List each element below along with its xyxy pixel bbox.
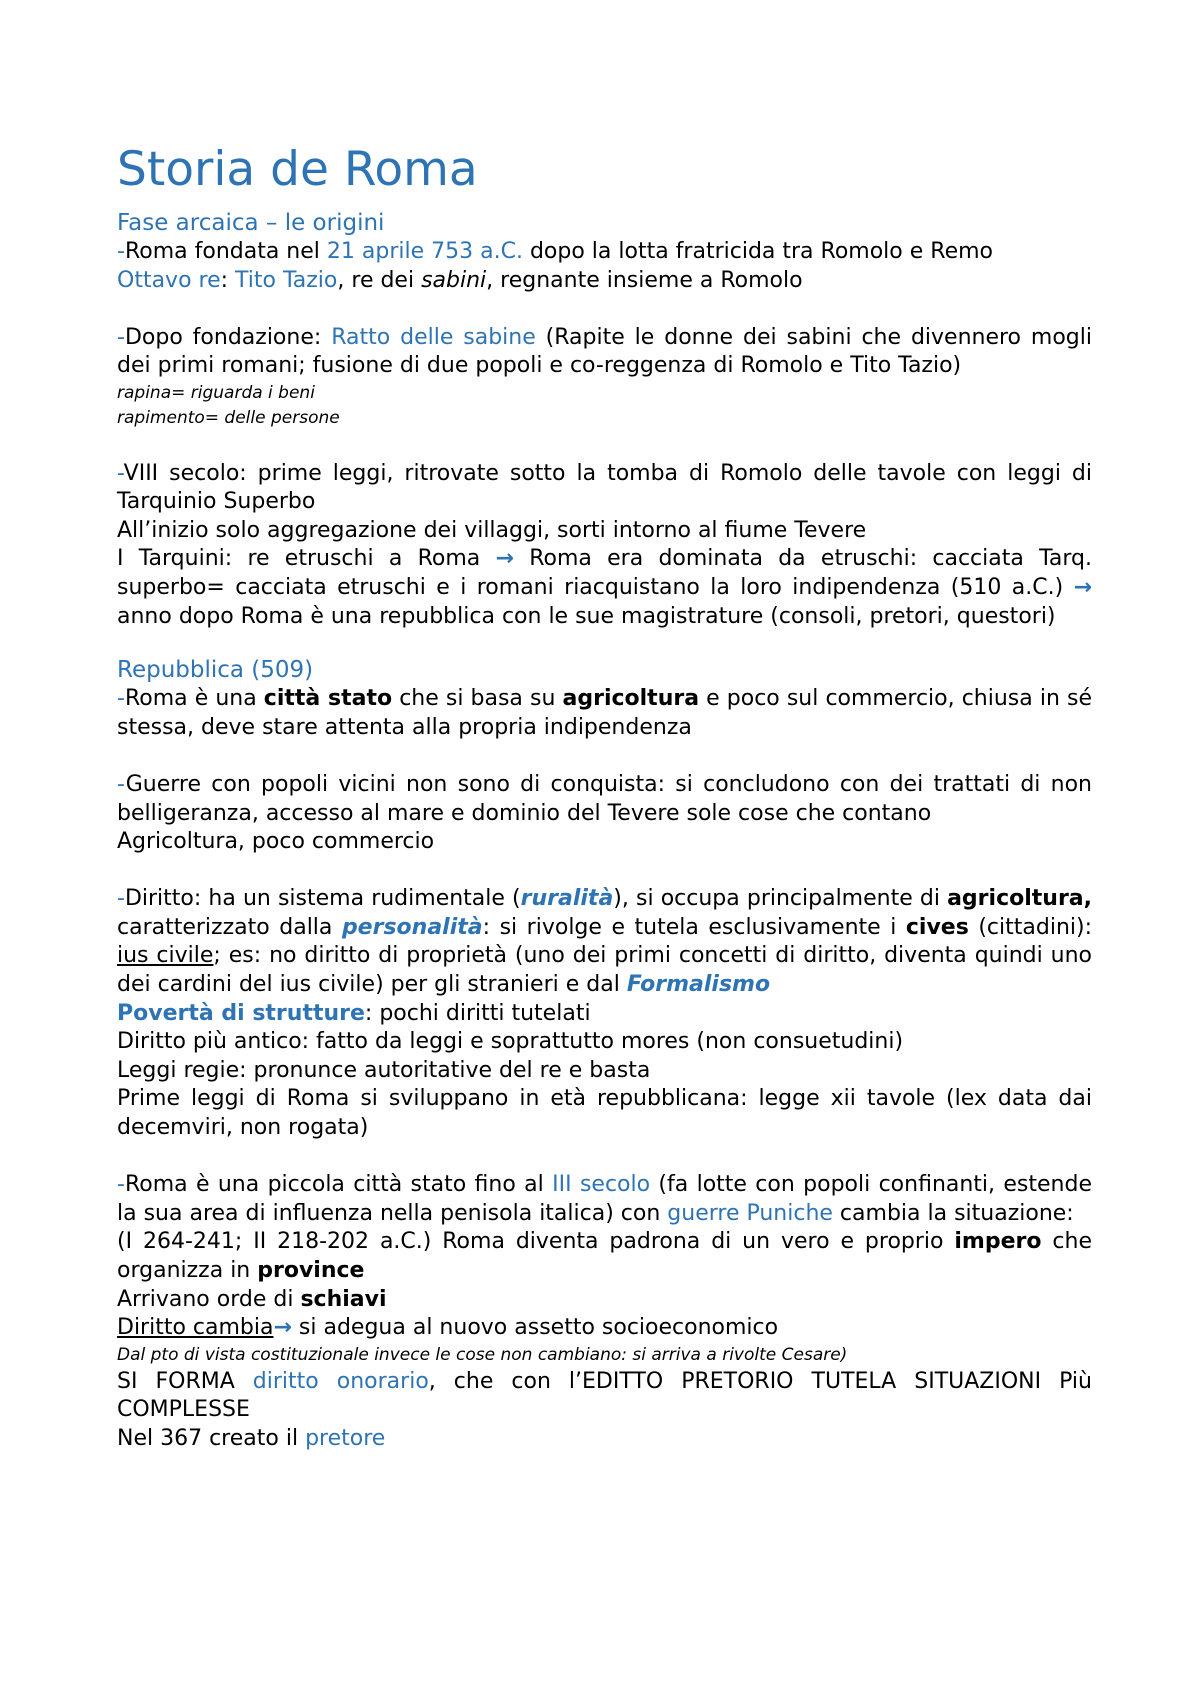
note-costituzionale: Dal pto di vista costituzionale invece le cose non cambiano: si arriva a rivolte Cesare) xyxy=(117,1344,848,1365)
bold-cives: cives xyxy=(905,914,969,940)
text: (Rapite le donne dei sabini che divennero mogli dei primi romani; fusione di due popoli e co-reggenza di Romolo e Tito Tazio) xyxy=(117,324,1092,379)
text: : xyxy=(220,267,236,293)
bold-schiavi: schiavi xyxy=(300,1286,387,1312)
dash: - xyxy=(117,886,125,912)
text: Roma è una piccola città stato fino al xyxy=(124,1172,553,1198)
text: SI FORMA xyxy=(117,1368,253,1394)
text: , regnante insieme a Romolo xyxy=(486,267,803,293)
paragraph xyxy=(117,1171,1092,1228)
paragraph xyxy=(117,238,1092,267)
paragraph xyxy=(117,1000,1092,1029)
italic-sabini: sabini xyxy=(421,267,487,293)
dash: - xyxy=(117,1172,125,1198)
text: Diritto: ha un sistema rudimentale ( xyxy=(124,886,521,912)
arrow-right-icon: → xyxy=(495,546,514,572)
term-formalismo: Formalismo xyxy=(626,972,771,998)
bold-impero: impero xyxy=(954,1229,1042,1255)
bold-agricoltura: agricoltura, xyxy=(947,886,1092,912)
paragraph: All’inizio solo aggregazione dei villaggi, sorti intorno al fiume Tevere xyxy=(117,517,867,543)
text: Roma è una xyxy=(124,686,264,712)
dash: - xyxy=(117,239,125,264)
bold-citta-stato: città stato xyxy=(263,686,393,712)
paragraph xyxy=(117,1368,1092,1425)
heading-repubblica: Repubblica (509) xyxy=(117,657,314,684)
paragraph: Leggi regie: pronunce autoritative del re e basta xyxy=(117,1057,651,1083)
paragraph xyxy=(117,1425,1092,1454)
underline-ius-civile: ius civile xyxy=(117,943,214,969)
term-poverta: Povertà di strutture xyxy=(117,1000,365,1026)
text: (cittadini): xyxy=(968,914,1092,940)
page-title: Storia de Roma xyxy=(117,142,478,197)
document-body xyxy=(117,140,1092,1454)
highlight-onorario: diritto onorario xyxy=(252,1368,429,1394)
text: che organizza in xyxy=(117,1229,1092,1283)
text: che si basa su xyxy=(392,686,563,712)
arrow-right-icon: → xyxy=(1073,574,1092,600)
dash: - xyxy=(117,460,124,486)
paragraph xyxy=(117,1286,1092,1315)
paragraph: Agricoltura, poco commercio xyxy=(117,829,435,855)
dash: - xyxy=(117,324,125,350)
term-personalita: personalità xyxy=(341,914,483,940)
text: caratterizzato dalla xyxy=(117,914,342,940)
text: VIII secolo: prime leggi, ritrovate sotto la tomba di Romolo delle tavole con leggi di Tarquinio Superbo xyxy=(117,460,1092,515)
text: : pochi diritti tutelati xyxy=(364,1000,591,1026)
text: : si rivolge e tutela esclusivamente i xyxy=(482,914,906,940)
text: e poco sul commercio, chiusa in sé stessa, deve stare attenta alla propria indipendenza xyxy=(117,686,1092,740)
text: Roma era dominata da etruschi: cacciata Tarq. superbo= cacciata etruschi e i romani riacquistano la loro indipendenza (510 a.C.) xyxy=(117,546,1092,600)
text: ), si occupa principalmente di xyxy=(613,886,948,912)
text: dopo la lotta fratricida tra Romolo e Remo xyxy=(522,239,993,264)
paragraph xyxy=(117,771,1092,828)
text: ; es: no diritto di proprietà (uno dei primi concetti di diritto, diventa quindi uno dei cardini del ius civile) per gli stranieri e dal xyxy=(117,943,1092,998)
paragraph xyxy=(117,1314,1092,1343)
text: Roma fondata nel xyxy=(124,239,327,264)
text: Guerre con popoli vicini non sono di conquista: si concludono con dei trattati di non belligeranza, accesso al mare e dominio del Tevere sole cose che contano xyxy=(117,771,1092,826)
paragraph xyxy=(117,324,1092,381)
note-rapimento: rapimento= delle persone xyxy=(117,407,340,428)
paragraph xyxy=(117,545,1092,631)
paragraph xyxy=(117,1228,1092,1285)
text: , re dei xyxy=(337,267,422,293)
dash: - xyxy=(117,771,126,797)
text: Nel 367 creato il xyxy=(117,1425,306,1451)
highlight-ottavo-re: Ottavo re xyxy=(117,267,221,293)
arrow-right-icon: → xyxy=(273,1315,292,1341)
paragraph xyxy=(117,267,1092,296)
text: , che con l’EDITTO PRETORIO TUTELA SITUAZIONI Più COMPLESSE xyxy=(117,1368,1092,1423)
dash: - xyxy=(117,686,125,712)
text: (I 264-241; II 218-202 a.C.) Roma diventa padrona di un vero e proprio xyxy=(117,1229,955,1255)
paragraph xyxy=(117,885,1092,999)
highlight-pretore: pretore xyxy=(305,1425,386,1451)
text: I Tarquini: re etruschi a Roma xyxy=(117,546,496,572)
highlight-secolo: III secolo xyxy=(552,1172,651,1198)
highlight-date: 21 aprile 753 a.C. xyxy=(326,239,523,264)
highlight-ratto: Ratto delle sabine xyxy=(331,324,536,350)
paragraph: Prime leggi di Roma si sviluppano in età repubblicana: legge xii tavole (lex data dai decemviri, non rogata) xyxy=(117,1086,1092,1141)
text: (fa lotte con popoli confinanti, estende la sua area di influenza nella penisola italica) con xyxy=(117,1172,1092,1226)
underline-diritto-cambia: Diritto cambia xyxy=(117,1315,274,1341)
highlight-tito-tazio: Tito Tazio xyxy=(235,267,338,293)
heading-fase-arcaica: Fase arcaica – le origini xyxy=(117,210,385,236)
paragraph xyxy=(117,685,1092,742)
paragraph xyxy=(117,460,1092,517)
term-ruralita: ruralità xyxy=(520,886,614,912)
text: cambia la situazione: xyxy=(832,1200,1074,1226)
highlight-guerre: guerre Puniche xyxy=(667,1200,833,1226)
bold-agricoltura: agricoltura xyxy=(562,686,700,712)
text: Arrivano orde di xyxy=(117,1286,301,1312)
text: si adegua al nuovo assetto socioeconomico xyxy=(291,1315,779,1341)
bold-province: province xyxy=(257,1258,365,1283)
text: anno dopo Roma è una repubblica con le sue magistrature (consoli, pretori, questori) xyxy=(117,603,1056,629)
note-rapina: rapina= riguarda i beni xyxy=(117,382,315,403)
text: Dopo fondazione: xyxy=(124,324,332,350)
paragraph: Diritto più antico: fatto da leggi e soprattutto mores (non consuetudini) xyxy=(117,1029,904,1055)
